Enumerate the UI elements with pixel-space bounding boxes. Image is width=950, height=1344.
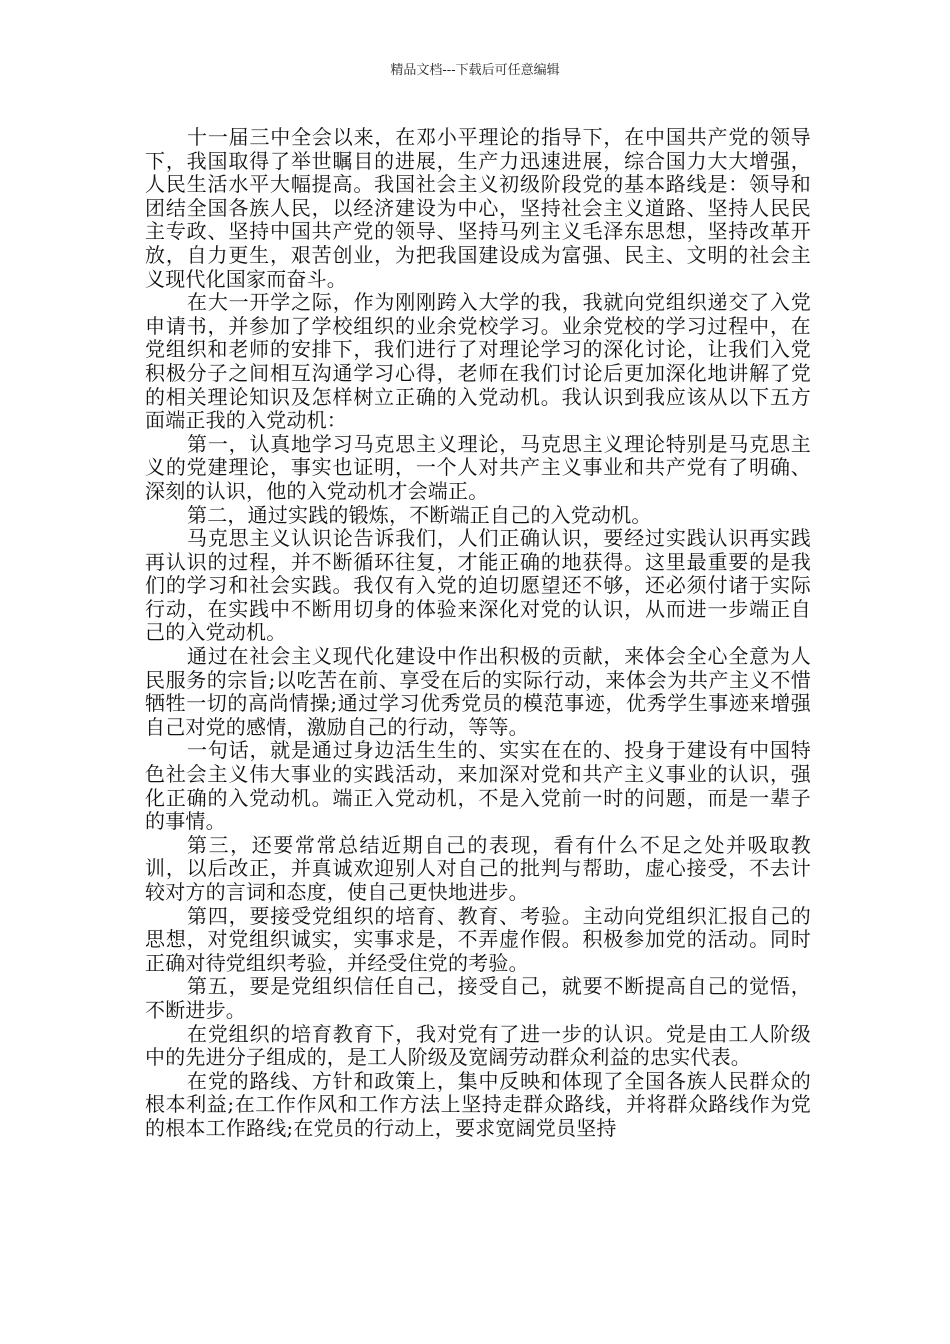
paragraph: 一句话，就是通过身边活生生的、实实在在的、投身于建设有中国特色社会主义伟大事业的实践活动，来加深对党和共产主义事业的认识，强化正确的入党动机。端正入党动机，不是入党前一时的问题，而是一辈子的事情。: [145, 738, 811, 834]
paragraph: 在大一开学之际，作为刚刚跨入大学的我，我就向党组织递交了入党申请书，并参加了学校组织的业余党校学习。业余党校的学习过程中，在党组织和老师的安排下，我们进行了对理论学习的深化讨论，让我们入党积极分子之间相互沟通学习心得，老师在我们讨论后更加深化地讲解了党的相关理论知识及怎样树立正确的入党动机。我认识到我应该从以下五方面端正我的入党动机：: [145, 290, 811, 433]
paragraph: 第三，还要常常总结近期自己的表现，看有什么不足之处并吸取教训，以后改正，并真诚欢迎别人对自己的批判与帮助，虚心接受，不去计较对方的言词和态度，使自己更快地进步。: [145, 832, 811, 904]
paragraph: 第二，通过实践的锻炼，不断端正自己的入党动机。: [187, 502, 652, 527]
paragraph: 十一届三中全会以来，在邓小平理论的指导下，在中国共产党的领导下，我国取得了举世瞩目的进展，生产力迅速进展，综合国力大大增强，人民生活水平大幅提高。我国社会主义初级阶段党的基本路线是：领导和团结全国各族人民，以经济建设为中心，坚持社会主义道路、坚持人民民主专政、坚持中国共产党的领导、坚持马列主义毛泽东思想，坚持改革开放，自力更生，艰苦创业，为把我国建设成为富强、民主、文明的社会主义现代化国家而奋斗。: [145, 125, 811, 291]
paragraph: 在党的路线、方针和政策上，集中反映和体现了全国各族人民群众的根本利益;在工作作风和工作方法上坚持走群众路线，并将群众路线作为党的根本工作路线;在党员的行动上，要求宽阔党员坚持: [145, 1068, 811, 1140]
paragraph: 第一，认真地学习马克思主义理论，马克思主义理论特别是马克思主义的党建理论，事实也证明，一个人对共产主义事业和共产党有了明确、深刻的认识，他的入党动机才会端正。: [145, 431, 811, 503]
paragraph: 在党组织的培育教育下，我对党有了进一步的认识。党是由工人阶级中的先进分子组成的，是工人阶级及宽阔劳动群众利益的忠实代表。: [145, 1021, 811, 1070]
paragraph: 第四，要接受党组织的培育、教育、考验。主动向党组织汇报自己的思想，对党组织诚实，实事求是，不弄虚作假。积极参加党的活动。同时正确对待党组织考验，并经受住党的考验。: [145, 903, 811, 975]
paragraph: 通过在社会主义现代化建设中作出积极的贡献，来体会全心全意为人民服务的宗旨;以吃苦在前、享受在后的实际行动，来体会为共产主义不惜牺牲一切的高尚情操;通过学习优秀党员的模范事迹，优秀学生事迹来增强自己对党的感情，激励自己的行动，等等。: [145, 644, 811, 739]
paragraph: 第五，要是党组织信任自己，接受自己，就要不断提高自己的觉悟，不断进步。: [145, 974, 811, 1022]
document-body: [145, 126, 811, 1141]
paragraph: 马克思主义认识论告诉我们，人们正确认识，要经过实践认识再实践再认识的过程，并不断循环往复，才能正确的地获得。这里最重要的是我们的学习和社会实践。我仅有入党的迫切愿望还不够，还必须付诸于实际行动，在实践中不断用切身的体验来深化对党的认识，从而进一步端正自己的入党动机。: [145, 526, 811, 645]
page-header: 精品文档---下载后可任意编辑: [390, 63, 560, 78]
